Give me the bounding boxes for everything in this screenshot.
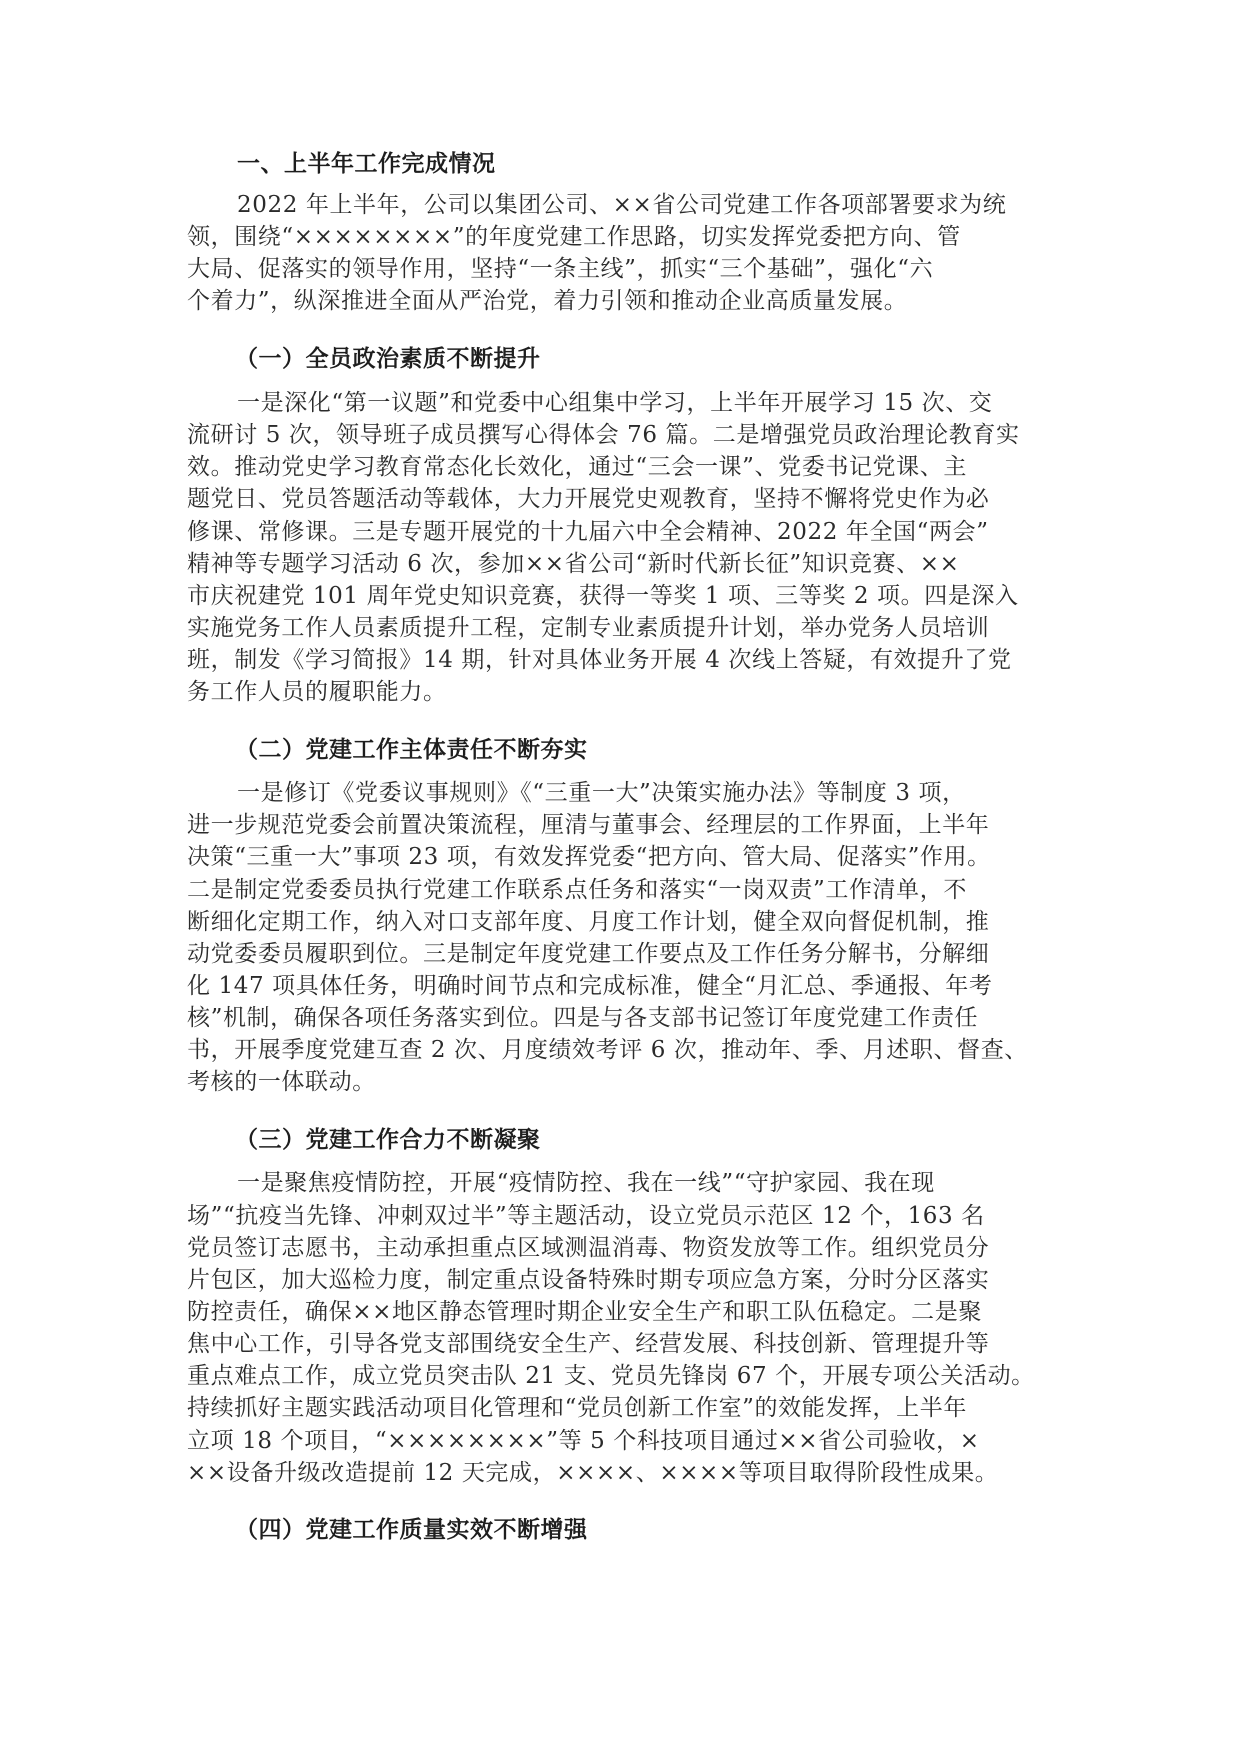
text-line: 大局、促落实的领导作用，坚持“一条主线”，抓实“三个基础”，强化“六 xyxy=(187,256,934,282)
text-line: 动党委委员履职到位。三是制定年度党建工作要点及工作任务分解书，分解细 xyxy=(187,941,990,967)
section-title: 一、上半年工作完成情况 xyxy=(237,151,496,177)
text-line: 防控责任，确保××地区静态管理时期企业安全生产和职工队伍稳定。二是聚 xyxy=(187,1299,982,1325)
text-line: 片包区，加大巡检力度，制定重点设备特殊时期专项应急方案，分时分区落实 xyxy=(187,1267,990,1293)
text-line: 二是制定党委委员执行党建工作联系点任务和落实“一岗双责”工作清单，不 xyxy=(187,877,967,903)
text-line: 焦中心工作，引导各党支部围绕安全生产、经营发展、科技创新、管理提升等 xyxy=(187,1331,990,1357)
text-line: 领，围绕“××××××××”的年度党建工作思路，切实发挥党委把方向、管 xyxy=(187,224,961,250)
text-line: 决策“三重一大”事项 23 项，有效发挥党委“把方向、管大局、促落实”作用。 xyxy=(187,844,991,870)
text-line: 市庆祝建党 101 周年党史知识竞赛，获得一等奖 1 项、三等奖 2 项。四是深入 xyxy=(187,583,1019,609)
text-line: 个着力”，纵深推进全面从严治党，着力引领和推动企业高质量发展。 xyxy=(187,288,908,314)
text-line: 书，开展季度党建互查 2 次、月度绩效考评 6 次，推动年、季、月述职、督查、 xyxy=(187,1037,1028,1063)
text-line: 流研讨 5 次，领导班子成员撰写心得体会 76 篇。二是增强党员政治理论教育实 xyxy=(187,422,1020,448)
subsection-heading-1: （一）全员政治素质不断提升 xyxy=(235,346,541,372)
text-line: 一是聚焦疫情防控，开展“疫情防控、我在一线”“守护家园、我在现 xyxy=(237,1170,935,1196)
text-line: 一是修订《党委议事规则》《“三重一大”决策实施办法》等制度 3 项， xyxy=(237,780,966,806)
text-line: 党员签订志愿书，主动承担重点区域测温消毒、物资发放等工作。组织党员分 xyxy=(187,1235,990,1261)
text-line: 断细化定期工作，纳入对口支部年度、月度工作计划，健全双向督促机制，推 xyxy=(187,909,990,935)
subsection-heading-2: （二）党建工作主体责任不断夯实 xyxy=(235,737,588,763)
text-line: 精神等专题学习活动 6 次，参加××省公司“新时代新长征”知识竞赛、×× xyxy=(187,551,960,577)
text-line: 化 147 项具体任务，明确时间节点和完成标准，健全“月汇总、季通报、年考 xyxy=(187,973,993,999)
text-line: 实施党务工作人员素质提升工程，定制专业素质提升计划，举办党务人员培训 xyxy=(187,615,990,641)
text-line: 重点难点工作，成立党员突击队 21 支、党员先锋岗 67 个，开展专项公关活动。 xyxy=(187,1363,1035,1389)
text-line: ××设备升级改造提前 12 天完成，××××、××××等项目取得阶段性成果。 xyxy=(187,1460,999,1486)
text-line: 立项 18 个项目，“××××××××”等 5 个科技项目通过××省公司验收，× xyxy=(187,1428,980,1454)
text-line: 效。推动党史学习教育常态化长效化，通过“三会一课”、党委书记党课、主 xyxy=(187,454,967,480)
text-line: 场”“抗疫当先锋、冲刺双过半”等主题活动，设立党员示范区 12 个，163 名 xyxy=(187,1203,985,1229)
text-line: 考核的一体联动。 xyxy=(187,1069,376,1095)
subsection-heading-4: （四）党建工作质量实效不断增强 xyxy=(235,1517,588,1543)
text-line: 核”机制，确保各项任务落实到位。四是与各支部书记签订年度党建工作责任 xyxy=(187,1005,979,1031)
text-line: 务工作人员的履职能力。 xyxy=(187,679,447,705)
text-line: 持续抓好主题实践活动项目化管理和“党员创新工作室”的效能发挥，上半年 xyxy=(187,1395,967,1421)
text-line: 题党日、党员答题活动等载体，大力开展党史观教育，坚持不懈将党史作为必 xyxy=(187,486,990,512)
text-line: 进一步规范党委会前置决策流程，厘清与董事会、经理层的工作界面，上半年 xyxy=(187,812,990,838)
text-line: 班，制发《学习简报》14 期，针对具体业务开展 4 次线上答疑，有效提升了党 xyxy=(187,647,1012,673)
text-line: 2022 年上半年，公司以集团公司、××省公司党建工作各项部署要求为统 xyxy=(237,192,1007,218)
text-line: 修课、常修课。三是专题开展党的十九届六中全会精神、2022 年全国“两会” xyxy=(187,519,989,545)
text-line: 一是深化“第一议题”和党委中心组集中学习，上半年开展学习 15 次、交 xyxy=(237,390,993,416)
subsection-heading-3: （三）党建工作合力不断凝聚 xyxy=(235,1127,541,1153)
